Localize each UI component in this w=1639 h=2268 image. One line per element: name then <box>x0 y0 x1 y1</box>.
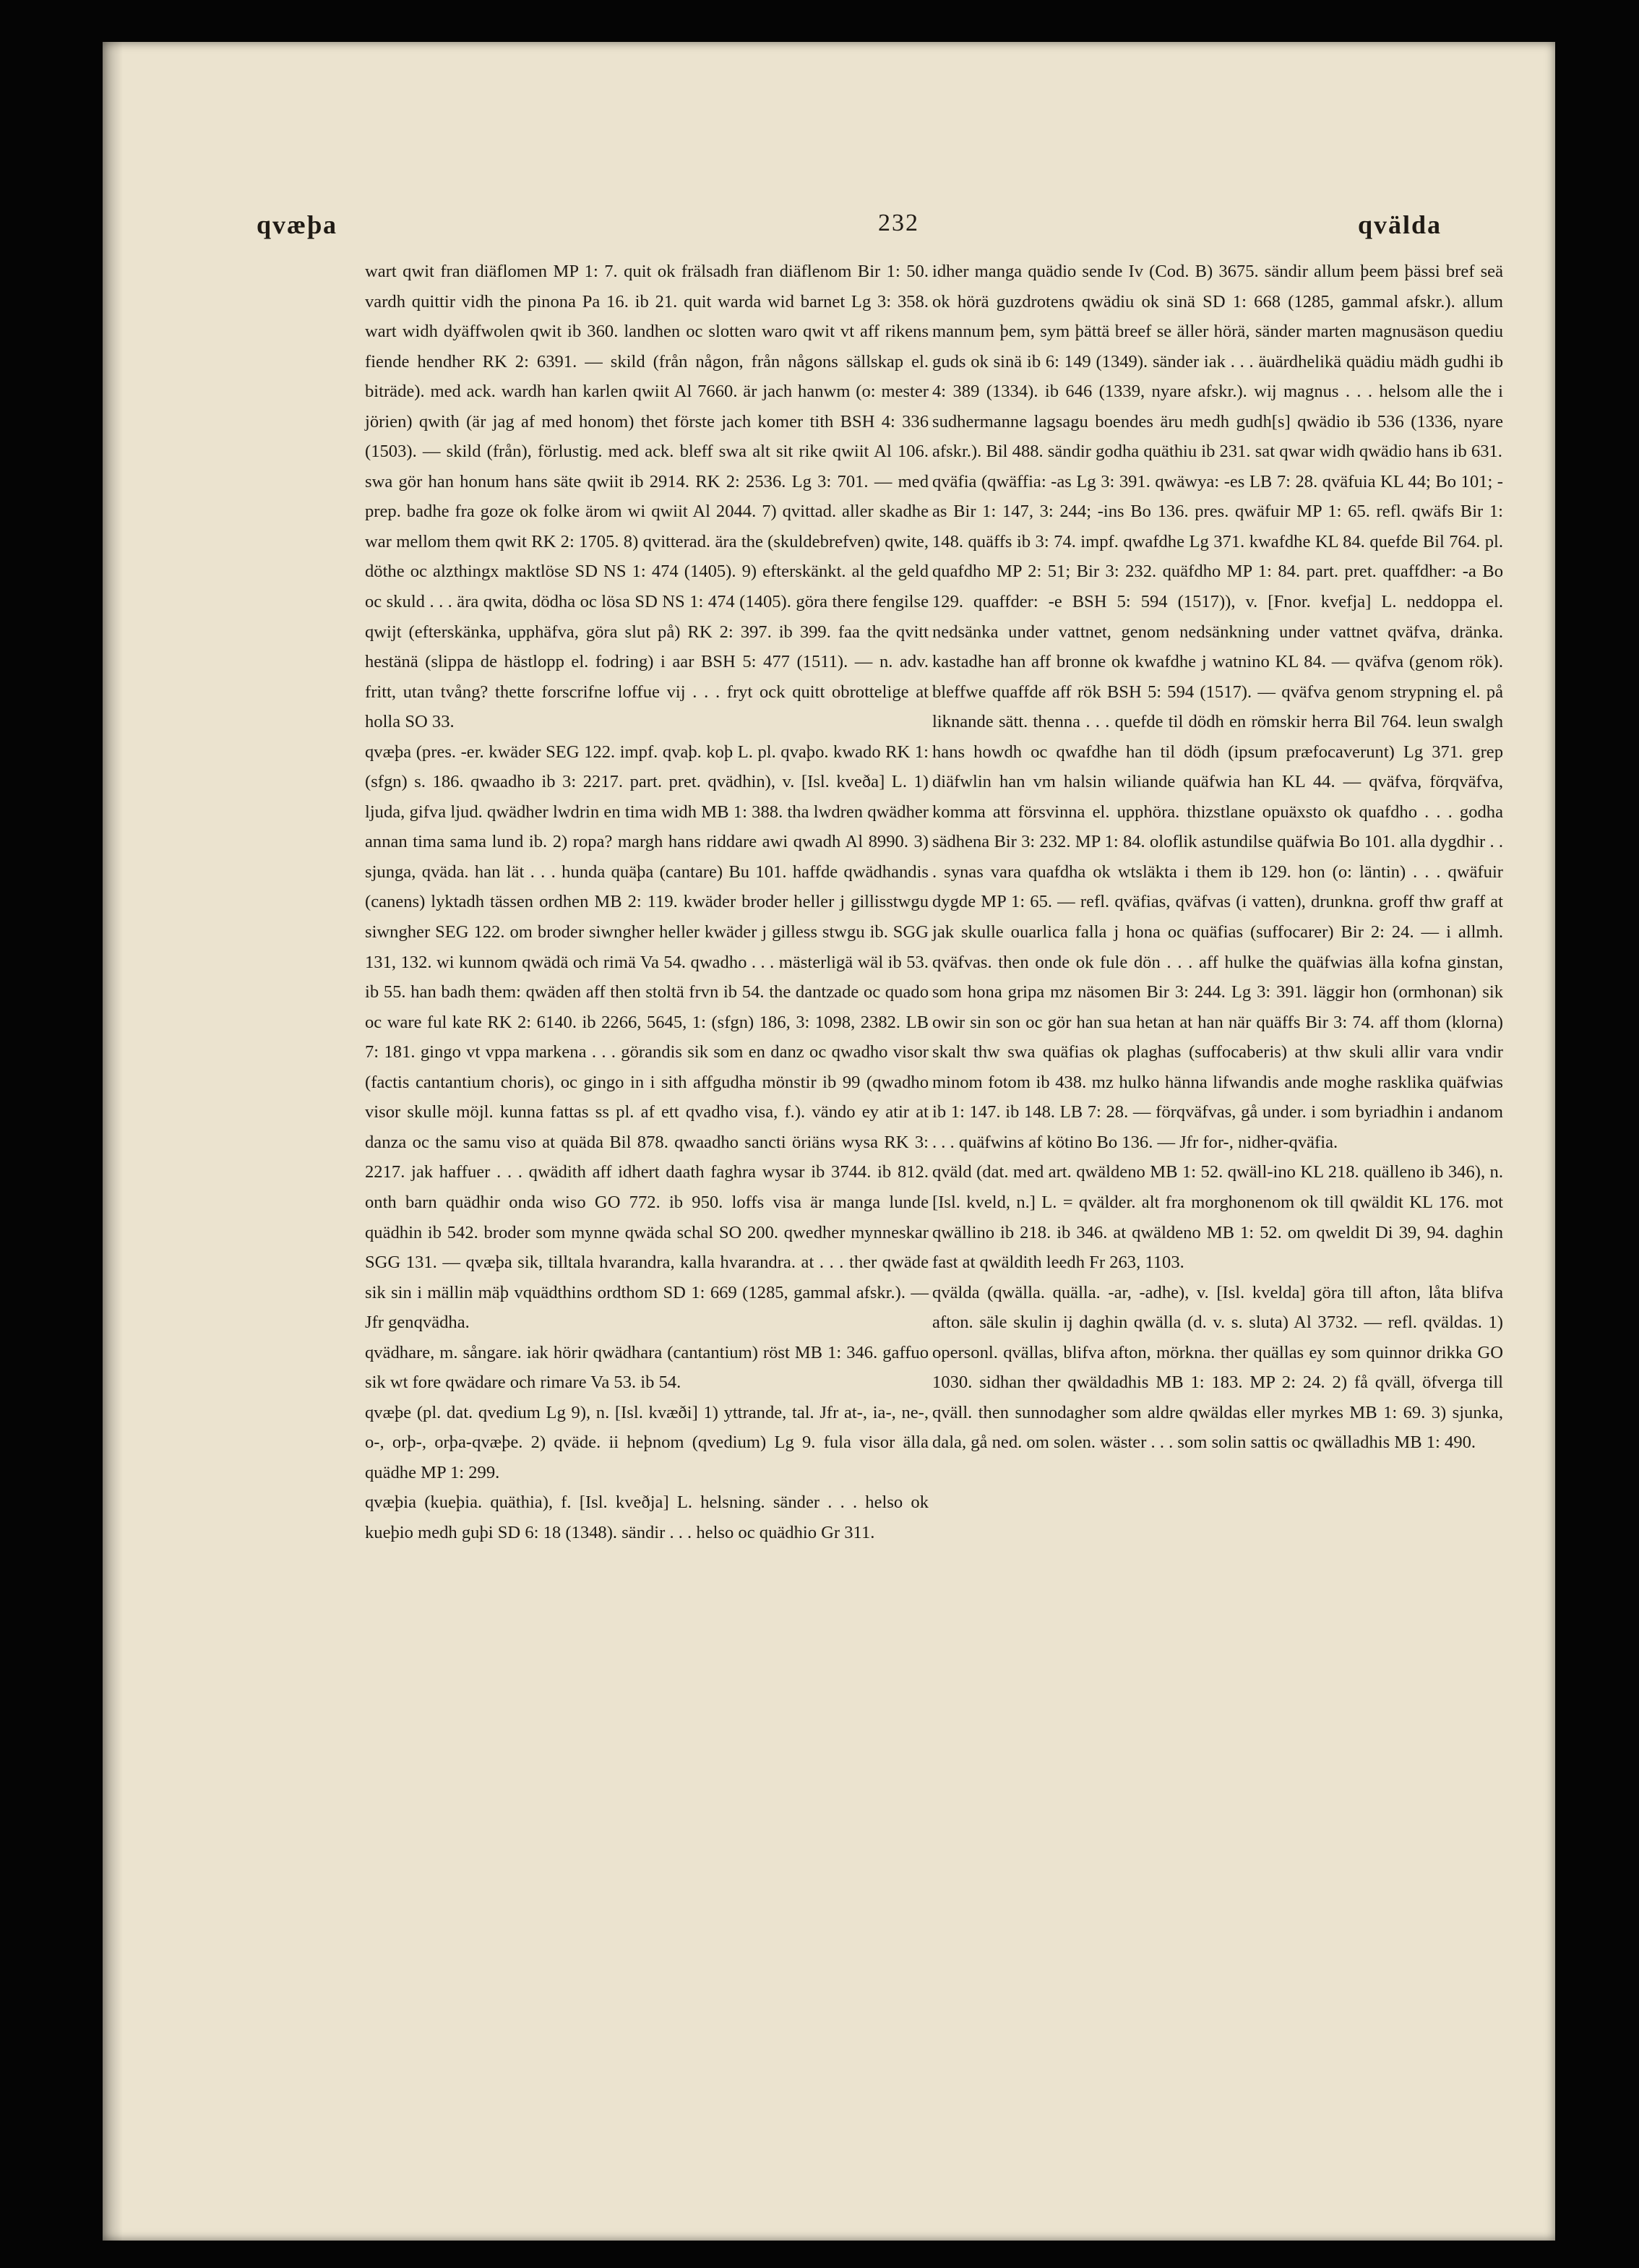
binding-shadow <box>103 42 123 2241</box>
entry-qvaethia-continuation: idher manga quädio sende Iv (Cod. B) 3675. sändir allum þeem þässi bref seä ok hörä guzdrotens qwädiu ok sinä SD 1: 668 (1285, gammal afskr.). allum mannum þem, sym þättä breef se äller hörä, sänder marten magnusäson quediu guds ok sinä ib 6: 149 (1349). sänder iak . . . äuärdhelikä quädiu mädh gudhi ib 4: 389 (1334). ib 646 (1339, nyare afskr.). wij magnus . . . helsom alle the i sudhermanne lagsagu boendes äru medh gudh[s] qwädio ib 536 (1336, nyare afskr.). Bil 488. sändir godha quäthiu ib 231. sat qwar widh qwädio hans ib 631. <box>932 262 1503 462</box>
right-column <box>932 257 1503 1458</box>
entry-qvafia: qväfia (qwäffia: -as Lg 3: 391. qwäwya: -es LB 7: 28. qväfuia KL 44; Bo 101; -as Bir 1: 147, 3: 244; -ins Bo 136. pres. qwäfuir MP 1: 65. refl. qwäfs Bir 1: 148. quäffs ib 3: 74. impf. qwafdhe Lg 371. kwafdhe KL 84. quefde Bil 764. pl. quafdho MP 2: 51; Bir 3: 232. quäfdho MP 1: 84. part. pret. quaffdher: -a Bo 129. quaffder: -e BSH 5: 594 (1517)), v. [Fnor. kvefja] L. neddoppa el. nedsänka under vattnet, genom nedsänkning under vattnet qväfva, dränka. kastadhe han aff bronne ok kwafdhe j watnino KL 84. — qväfva (genom rök). bleffwe quaffde aff rök BSH 5: 594 (1517). — qväfva genom strypning el. på liknande sätt. thenna . . . quefde til dödh en römskir herra Bil 764. leun swalgh hans howdh oc qwafdhe han til dödh (ipsum præfocaverunt) Lg 371. grep diäfwlin han vm halsin wiliande quäfwia han KL 44. — qväfva, förqväfva, komma att försvinna el. upphöra. thizstlane opuäxsto ok quafdho . . . godha sädhena Bir 3: 232. MP 1: 84. oloflik astundilse quäfwia Bo 101. alla dygdhir . . . synas vara quafdha ok wtsläkta i them ib 129. hon (o: läntin) . . . qwäfuir dygde MP 1: 65. — refl. qväfias, qväfvas (i vatten), drunkna. groff thw graff at jak skulle ouarlica falla j hona oc quäfias (suffocarer) Bir 2: 24. — i allmh. qväfvas. then onde ok fule dön . . . aff hulke the quäfwias älla kofna ginstan, som hona gripa mz näsomen Bir 3: 244. Lg 3: 391. läggir hon (ormhonan) sik owir sin son oc gör han sua hetan at han när quäffs Bir 3: 74. aff thom (klorna) skalt thw swa quäfias ok plaghas (suffocaberis) at thw skuli allir vara vndir minom fotom ib 438. mz hulko hänna lifwandis ande moghe rasklika quäfwias ib 1: 147. ib 148. LB 7: 28. — förqväfvas, gå under. i som byriadhin i andanom . . . quäfwins af kötino Bo 136. — Jfr for-, nidher-qväfia. <box>932 471 1503 1152</box>
page-number: 232 <box>878 210 919 236</box>
left-running-headword: qvæþa <box>257 210 338 239</box>
entry-qvit-continuation: wart qwit fran diäflomen MP 1: 7. quit ok frälsadh fran diäflenom Bir 1: 50. vardh quittir vidh the pinona Pa 16. ib 21. quit warda wid barnet Lg 3: 358. wart widh dyäffwolen qwit ib 360. landhen oc slotten waro qwit vt aff rikens fiende hendher RK 2: 6391. — skild (från någon, från någons sällskap el. biträde). med ack. wardh han karlen qwiit Al 7660. är jach hanwm (o: mester jörien) qwith (är jag af med honom) thet förste jach komer tith BSH 4: 336 (1503). — skild (från), förlustig. med ack. bleff swa alt sit rike qwiit Al 106. swa gör han honum hans säte qwiit ib 2914. RK 2: 2536. Lg 3: 701. — med prep. badhe fra goze ok folke ärom wi qwiit Al 2044. 7) qvittad. aller skadhe war mellom them qwit RK 2: 1705. 8) qvitterad. ära the (skuldebrefven) qwite, döthe oc alzthingx maktlöse SD NS 1: 474 (1405). 9) efterskänkt. al the geld oc skuld . . . ära qwita, dödha oc lösa SD NS 1: 474 (1405). göra there fengilse qwijt (efterskänka, upphäfva, göra slut på) RK 2: 397. ib 399. faa the qvitt hestänä (slippa de hästlopp el. fodring) i aar BSH 5: 477 (1511). — n. adv. fritt, utan tvång? thette forscrifne loffue vij . . . fryt ock quitt obrottelige at holla SO 33. <box>365 262 929 732</box>
right-running-headword: qvälda <box>1357 210 1442 239</box>
entry-qvaethe: qvæþe (pl. dat. qvedium Lg 9), n. [Isl. kvæði] 1) yttrande, tal. Jfr at-, ia-, ne-, o-, orþ-, orþa-qvæþe. 2) qväde. ii heþnom (qvedium) Lg 9. fula visor älla quädhe MP 1: 299. <box>365 1402 929 1482</box>
left-column <box>365 257 929 1548</box>
entry-qvald: qväld (dat. med art. qwäldeno MB 1: 52. qwäll-ino KL 218. quälleno ib 346), n. [Isl. kveld, n.] L. = qvälder. alt fra morghonenom ok till qwäldit KL 176. mot qwällino ib 218. ib 346. at qwäldeno MB 1: 52. om qweldit Di 39, 94. daghin fast at qwäldith leedh Fr 263, 1103. <box>932 1162 1503 1273</box>
entry-qvaethia: qvæþia (kueþia. quäthia), f. [Isl. kveðja] L. helsning. sänder . . . helso ok kueþio medh guþi SD 6: 18 (1348). sändir . . . helso oc quädhio Gr 311. <box>365 1492 929 1542</box>
running-header <box>257 210 1442 253</box>
entry-qvaetha: qvæþa (pres. -er. kwäder SEG 122. impf. qvaþ. koþ L. pl. qvaþo. kwado RK 1: (sfgn) s. 186. qwaadho ib 3: 2217. part. pret. qvädhin), v. [Isl. kveða] L. 1) ljuda, gifva ljud. qwädher lwdrin en tima widh MB 1: 388. tha lwdren qwädher annan tima sama lund ib. 2) ropa? margh hans riddare awi qwadh Al 8990. 3) sjunga, qväda. han lät . . . hunda quäþa (cantare) Bu 101. haffde qwädhandis (canens) lyktadh tässen ordhen MB 2: 119. kwäder broder heller j gillisstwgu siwngher SEG 122. om broder siwngher heller kwäder j gilless stwgu ib. SGG 131, 132. wi kunnom qwädä och rimä Va 54. qwadho . . . mästerligä wäl ib 53. ib 55. han badh them: qwäden aff then stoltä frvn ib 54. the dantzade oc quado oc ware ful kate RK 2: 6140. ib 2266, 5645, 1: (sfgn) 186, 3: 1098, 2382. LB 7: 181. gingo vt vppa markena . . . görandis sik som en danz oc qwadho visor (factis cantantium choris), oc gingo in i sith affgudha mönstir ib 99 (qwadho visor skulle möjl. kunna fattas ss pl. af ett qvadho visa, f.). vändo ey atir at danza oc the samu viso at quäda Bil 878. qwaadho sancti öriäns wysa RK 3: 2217. jak haffuer . . . qwädith aff idhert daath faghra wysar ib 3744. ib 812. onth barn quädhir onda wiso GO 772. ib 950. loffs visa är manga lunde quädhin ib 542. broder som mynne qwäda schal SO 200. qwedher mynneskar SGG 131. — qvæþa sik, tilltala hvarandra, kalla hvarandra. at . . . ther qwäde sik sin i mällin mäþ vquädthins ordthom SD 1: 669 (1285, gammal afskr.). — Jfr genqvädha. <box>365 742 929 1333</box>
entry-qvalda: qvälda (qwälla. quälla. -ar, -adhe), v. [Isl. kvelda] göra till afton, låta blifva afton. säle skulin ij daghin qwälla (d. v. s. sluta) Al 3732. — refl. qväldas. 1) opersonl. qvällas, blifva afton, mörkna. ther quällas ey som quinnor drikka GO 1030. sidhan ther qwäldadhis MB 1: 183. MP 2: 24. 2) få qväll, öfverga till qväll. then sunnodagher som aldre qwäldas eller myrkes MB 1: 69. 3) sjunka, dala, gå ned. om solen. wäster . . . som solin sattis oc qwälladhis MB 1: 490. <box>932 1282 1503 1453</box>
entry-qvadhare: qvädhare, m. sångare. iak hörir qwädhara (cantantium) röst MB 1: 346. gaffuo sik wt fore qwädare och rimare Va 53. ib 54. <box>365 1342 929 1393</box>
